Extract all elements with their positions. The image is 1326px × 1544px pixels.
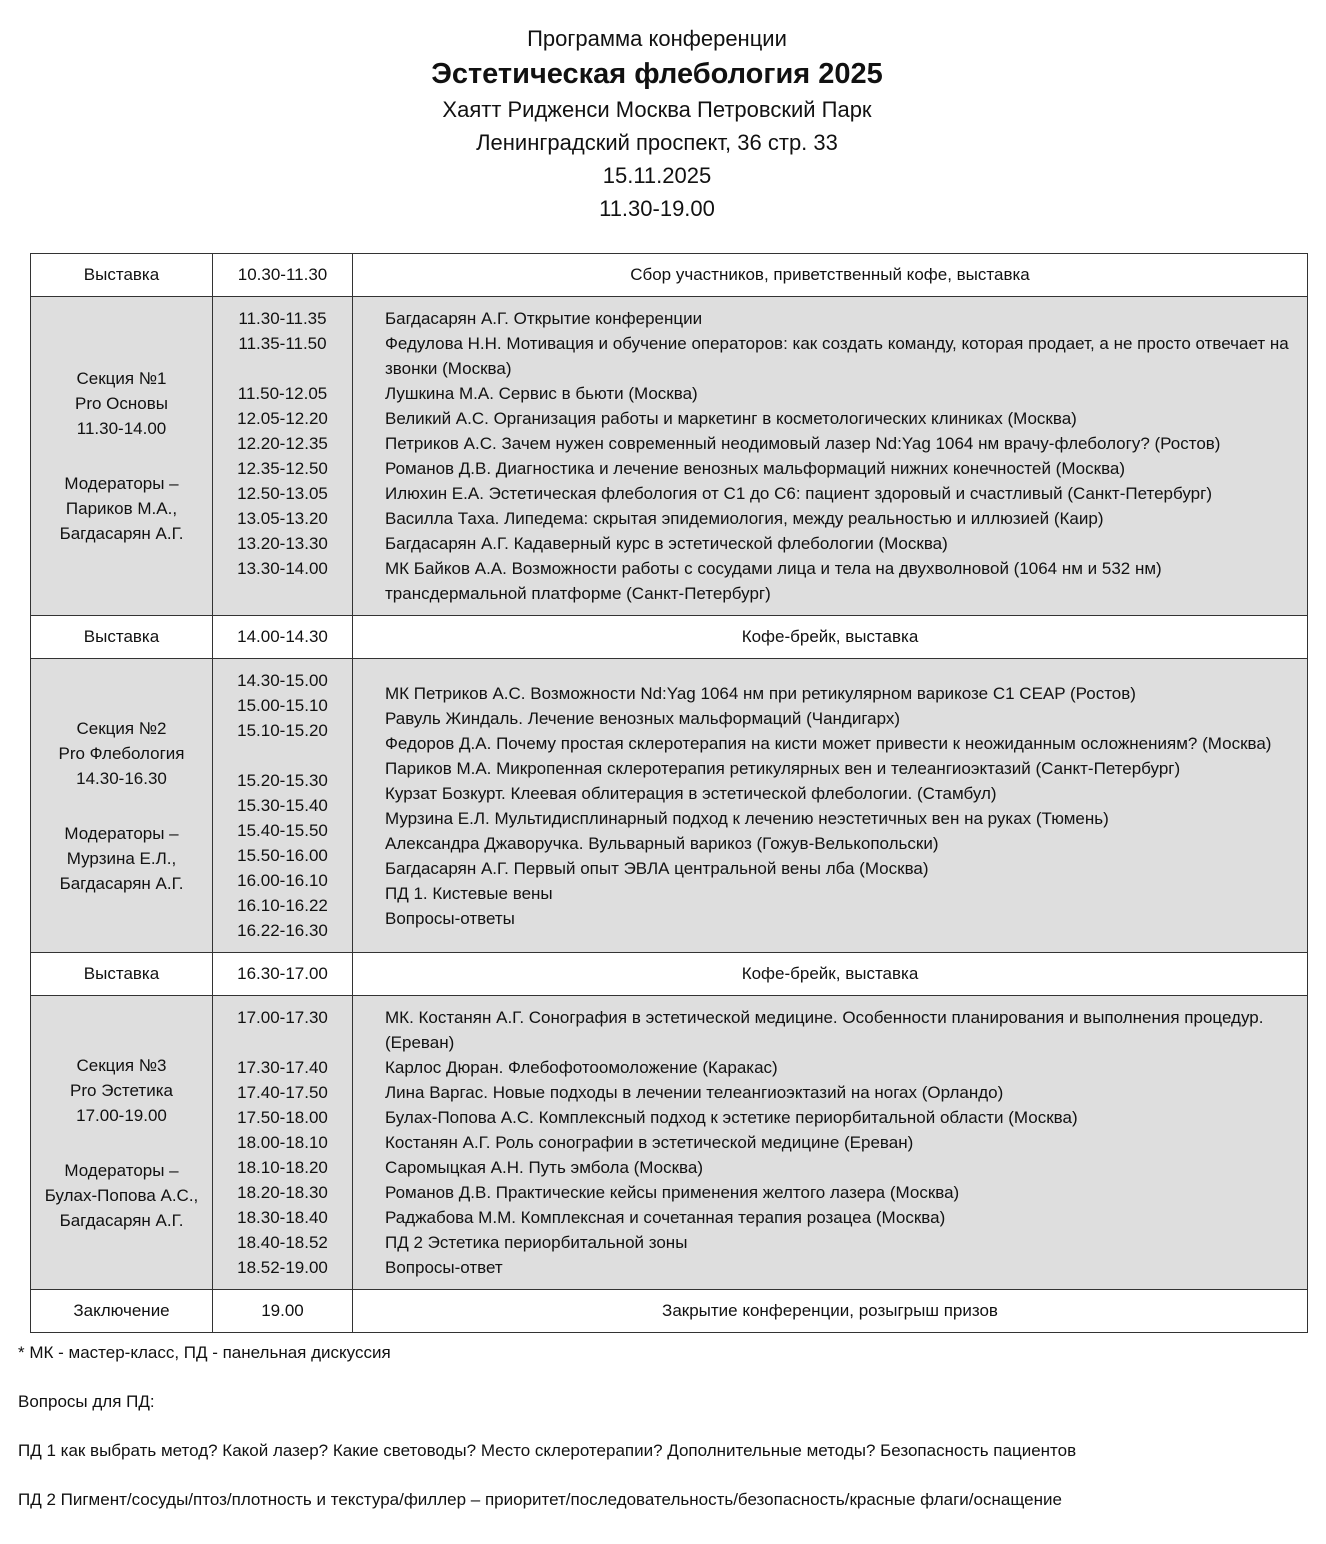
- address: Ленинградский проспект, 36 стр. 33: [476, 130, 838, 155]
- table-row-section-3: [31, 996, 1308, 1290]
- section-name: Секция №1: [76, 369, 167, 388]
- row-label: Заключение: [31, 1290, 213, 1333]
- talk-time: 15.40-15.50: [237, 821, 328, 840]
- program-table: [30, 253, 1308, 1333]
- talk-time: 14.30-15.00: [237, 671, 328, 690]
- conference-title: Эстетическая флебология 2025: [431, 58, 883, 90]
- talk-time: 15.20-15.30: [237, 771, 328, 790]
- section-time: 14.30-16.30: [76, 768, 167, 788]
- talk: Костанян А.Г. Роль сонографии в эстетической медицине (Ереван): [385, 1133, 914, 1152]
- section-name: Секция №3: [76, 1055, 167, 1075]
- section-times: [213, 996, 353, 1290]
- talk-time: 15.00-15.10: [237, 696, 328, 715]
- talk-time: 18.52-19.00: [237, 1258, 328, 1277]
- talk-time: 15.50-16.00: [237, 846, 328, 865]
- section-topic: Pro Эстетика: [70, 1080, 173, 1100]
- section-times: [213, 297, 353, 616]
- row-label: Выставка: [31, 254, 213, 297]
- abbreviation-note: * МК - мастер-класс, ПД - панельная дискуссия: [18, 1343, 391, 1362]
- talk: Илюхин Е.А. Эстетическая флебология от C1 до C6: пациент здоровый и счастливый (Санкт-Петербург): [385, 484, 1212, 503]
- section-info: [31, 659, 213, 953]
- section-time: 11.30-14.00: [76, 419, 167, 438]
- section-info: [31, 297, 213, 616]
- talk-time: 13.05-13.20: [237, 509, 328, 528]
- table-row-break: [31, 953, 1308, 996]
- talk: МК. Костанян А.Г. Сонография в эстетической медицине. Особенности планирования и выполнения процедур. (Ереван): [385, 1008, 1264, 1052]
- talk-time: 18.00-18.10: [237, 1133, 328, 1152]
- talk-time: 15.10-15.20: [237, 721, 328, 740]
- footer-notes: [18, 1340, 1076, 1513]
- table-row-closing: [31, 1290, 1308, 1333]
- talk-time: 12.05-12.20: [237, 409, 328, 428]
- moderators-label: Модераторы –: [64, 474, 179, 493]
- talk-time: 16.00-16.10: [237, 871, 328, 890]
- talk-time: 18.30-18.40: [237, 1208, 328, 1227]
- section-talks: [353, 659, 1308, 953]
- talk: Багдасарян А.Г. Открытие конференции: [385, 309, 703, 328]
- talk-time: 17.40-17.50: [237, 1083, 328, 1102]
- talk-time: 18.40-18.52: [237, 1233, 328, 1252]
- talk-time: 11.50-12.05: [237, 384, 328, 403]
- venue: Хаятт Ридженси Москва Петровский Парк: [442, 97, 872, 122]
- program-subtitle: Программа конференции: [527, 26, 787, 51]
- moderator: Булах-Попова А.С.,: [44, 1185, 199, 1205]
- moderator: Мурзина Е.Л.,: [66, 848, 177, 868]
- talk-time: 13.20-13.30: [237, 534, 328, 553]
- talk: Федулова Н.Н. Мотивация и обучение операторов: как создать команду, которая продает, а не просто отвечает на звонки (Москва): [385, 334, 1289, 378]
- talk: ПД 2 Эстетика периорбитальной зоны: [385, 1233, 688, 1252]
- section-talks: [353, 996, 1308, 1290]
- talk: Раджабова М.М. Комплексная и сочетанная терапия розацеа (Москва): [385, 1208, 946, 1227]
- panel-2-questions: ПД 2 Пигмент/сосуды/птоз/плотность и текстура/филлер – приоритет/последовательность/безопасность/красные флаги/оснащение: [18, 1490, 1062, 1509]
- talk-time: 11.35-11.50: [238, 334, 327, 353]
- row-time: 16.30-17.00: [213, 953, 353, 996]
- table-row-break: [31, 616, 1308, 659]
- talk: Багдасарян А.Г. Первый опыт ЭВЛА центральной вены лба (Москва): [385, 858, 929, 878]
- section-topic: Pro Флебология: [58, 743, 185, 763]
- moderators-label: Модераторы –: [64, 1160, 179, 1180]
- row-description: Сбор участников, приветственный кофе, выставка: [353, 254, 1308, 297]
- talk: Василла Таха. Липедема: скрытая эпидемиология, между реальностью и иллюзией (Каир): [385, 509, 1104, 528]
- talk-time: 12.35-12.50: [237, 459, 328, 478]
- talk-time: 17.00-17.30: [237, 1008, 328, 1027]
- talk: Багдасарян А.Г. Кадаверный курс в эстетической флебологии (Москва): [385, 534, 948, 553]
- talk: Равуль Жиндаль. Лечение венозных мальформаций (Чандигарх): [385, 708, 901, 728]
- panel-1-questions: ПД 1 как выбрать метод? Какой лазер? Какие световоды? Место склеротерапии? Дополнительные методы? Безопасность пациентов: [18, 1441, 1077, 1460]
- talk: Саромыцкая А.Н. Путь эмбола (Москва): [385, 1158, 703, 1177]
- talk: Лушкина М.А. Сервис в бьюти (Москва): [385, 384, 698, 403]
- row-time: 19.00: [213, 1290, 353, 1333]
- hours: 11.30-19.00: [599, 196, 715, 221]
- talk: ПД 1. Кистевые вены: [385, 883, 553, 903]
- talk-time: 16.10-16.22: [237, 896, 328, 915]
- row-label: Выставка: [31, 616, 213, 659]
- talk: Вопросы-ответы: [385, 908, 515, 928]
- talk: Петриков А.С. Зачем нужен современный неодимовый лазер Nd:Yag 1064 нм врачу-флебологу? (Ростов): [385, 434, 1221, 453]
- talk: Булах-Попова А.С. Комплексный подход к эстетике периорбитальной области (Москва): [385, 1108, 1078, 1127]
- talk: МК Петриков А.С. Возможности Nd:Yag 1064 нм при ретикулярном варикозе С1 CEAP (Ростов): [385, 683, 1136, 703]
- section-name: Секция №2: [76, 718, 167, 738]
- moderator: Багдасарян А.Г.: [59, 873, 184, 893]
- talk-time: 15.30-15.40: [237, 796, 328, 815]
- row-time: 10.30-11.30: [213, 254, 353, 297]
- row-description: Кофе-брейк, выставка: [353, 953, 1308, 996]
- talk-time: 13.30-14.00: [237, 559, 328, 578]
- talk: Курзат Бозкурт. Клеевая облитерация в эстетической флебологии. (Стамбул): [385, 783, 997, 803]
- document-header: [0, 22, 1314, 225]
- section-talks: [353, 297, 1308, 616]
- talk: Романов Д.В. Диагностика и лечение венозных мальформаций нижних конечностей (Москва): [385, 459, 1126, 478]
- talk: Александра Джаворучка. Вульварный варикоз (Гожув-Велькопольски): [385, 833, 939, 853]
- talk-time: 12.20-12.35: [237, 434, 328, 453]
- moderator: Багдасарян А.Г.: [59, 524, 184, 543]
- moderator: Багдасарян А.Г.: [59, 1210, 184, 1230]
- table-row-exhibition: [31, 254, 1308, 297]
- section-topic: Pro Основы: [75, 394, 168, 413]
- questions-label: Вопросы для ПД:: [18, 1392, 155, 1411]
- talk-time: 18.20-18.30: [237, 1183, 328, 1202]
- date: 15.11.2025: [602, 163, 712, 188]
- talk: Великий А.С. Организация работы и маркетинг в косметологических клиниках (Москва): [385, 409, 1077, 428]
- section-times: [213, 659, 353, 953]
- talk: Карлос Дюран. Флебофотоомоложение (Каракас): [385, 1058, 778, 1077]
- talk: Романов Д.В. Практические кейсы применения желтого лазера (Москва): [385, 1183, 960, 1202]
- talk: Париков М.А. Микропенная склеротерапия ретикулярных вен и телеангиоэктазий (Санкт-Петербург): [385, 758, 1181, 778]
- talk-time: 17.30-17.40: [237, 1058, 328, 1077]
- talk: Мурзина Е.Л. Мультидисплинарный подход к лечению неэстетичных вен на руках (Тюмень): [385, 808, 1109, 828]
- row-description: Закрытие конференции, розыгрыш призов: [353, 1290, 1308, 1333]
- moderators-label: Модераторы –: [64, 823, 179, 843]
- talk: Лина Варгас. Новые подходы в лечении телеангиоэктазий на ногах (Орландо): [385, 1083, 1004, 1102]
- table-row-section-1: [31, 297, 1308, 616]
- talk-time: 16.22-16.30: [237, 921, 328, 940]
- section-info: [31, 996, 213, 1290]
- talk-time: 18.10-18.20: [237, 1158, 328, 1177]
- talk: МК Байков А.А. Возможности работы с сосудами лица и тела на двухволновой (1064 нм и 532 нм) трансдермальной платформе (Санкт-Петербург): [385, 559, 1162, 603]
- talk-time: 11.30-11.35: [238, 309, 327, 328]
- moderator: Париков М.А.,: [65, 499, 178, 518]
- row-time: 14.00-14.30: [213, 616, 353, 659]
- talk: Вопросы-ответ: [385, 1258, 503, 1277]
- row-description: Кофе-брейк, выставка: [353, 616, 1308, 659]
- talk-time: 17.50-18.00: [237, 1108, 328, 1127]
- row-label: Выставка: [31, 953, 213, 996]
- talk-time: 12.50-13.05: [237, 484, 328, 503]
- table-row-section-2: [31, 659, 1308, 953]
- section-time: 17.00-19.00: [76, 1105, 167, 1125]
- talk: Федоров Д.А. Почему простая склеротерапия на кисти может привести к неожиданным осложнениям? (Москва): [385, 733, 1272, 753]
